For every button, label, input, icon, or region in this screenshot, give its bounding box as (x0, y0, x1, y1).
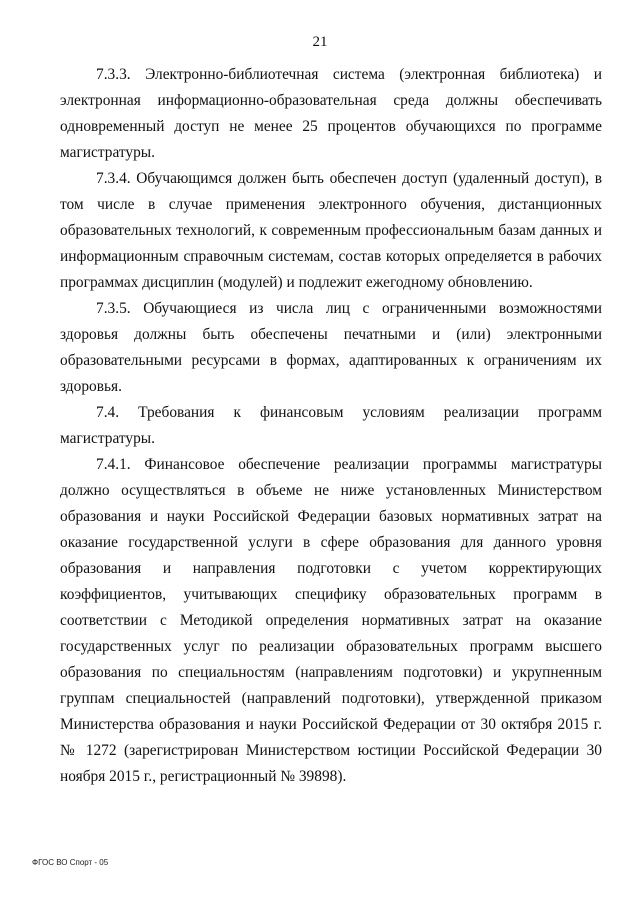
document-body (60, 62, 602, 790)
paragraph-7-3-3: 7.3.3. Электронно-библиотечная система (электронная библиотека) и электронная информационно-образовательная среда должны обеспечивать одновременный доступ не менее 25 процентов обучающихся по программе магистратуры. (60, 66, 602, 161)
paragraph-7-3-4: 7.3.4. Обучающимся должен быть обеспечен доступ (удаленный доступ), в том числе в случае применения электронного обучения, дистанционных образовательных технологий, к современным профессиональным базам данных и информационным справочным системам, состав которых определяется в рабочих программах дисциплин (модулей) и подлежит ежегодному обновлению. (60, 170, 602, 291)
paragraph-7-3-5: 7.3.5. Обучающиеся из числа лиц с ограниченными возможностями здоровья должны быть обеспечены печатными и (или) электронными образовательными ресурсами в формах, адаптированных к ограничениям их здоровья. (60, 300, 602, 395)
page-number: 21 (312, 34, 328, 50)
footer-label: ФГОС ВО Спорт - 05 (32, 858, 109, 867)
paragraph-7-4: 7.4. Требования к финансовым условиям реализации программ магистратуры. (60, 404, 602, 447)
paragraph-7-4-1: 7.4.1. Финансовое обеспечение реализации программы магистратуры должно осуществляться в объеме не ниже установленных Министерством образования и науки Российской Федерации базовых нормативных затрат на оказание государственной услуги в сфере образования для данного уровня образования и направления подготовки с учетом корректирующих коэффициентов, учитывающих специфику образовательных программ в соответствии с Методикой определения нормативных затрат на оказание государственных услуг по реализации образовательных программ высшего образования по специальностям (направлениям подготовки) и укрупненным группам специальностей (направлений подготовки), утвержденной приказом Министерства образования и науки Российской Федерации от 30 октября 2015 г. № 1272 (зарегистрирован Министерством юстиции Российской Федерации 30 ноября 2015 г., регистрационный № 39898). (60, 456, 602, 785)
